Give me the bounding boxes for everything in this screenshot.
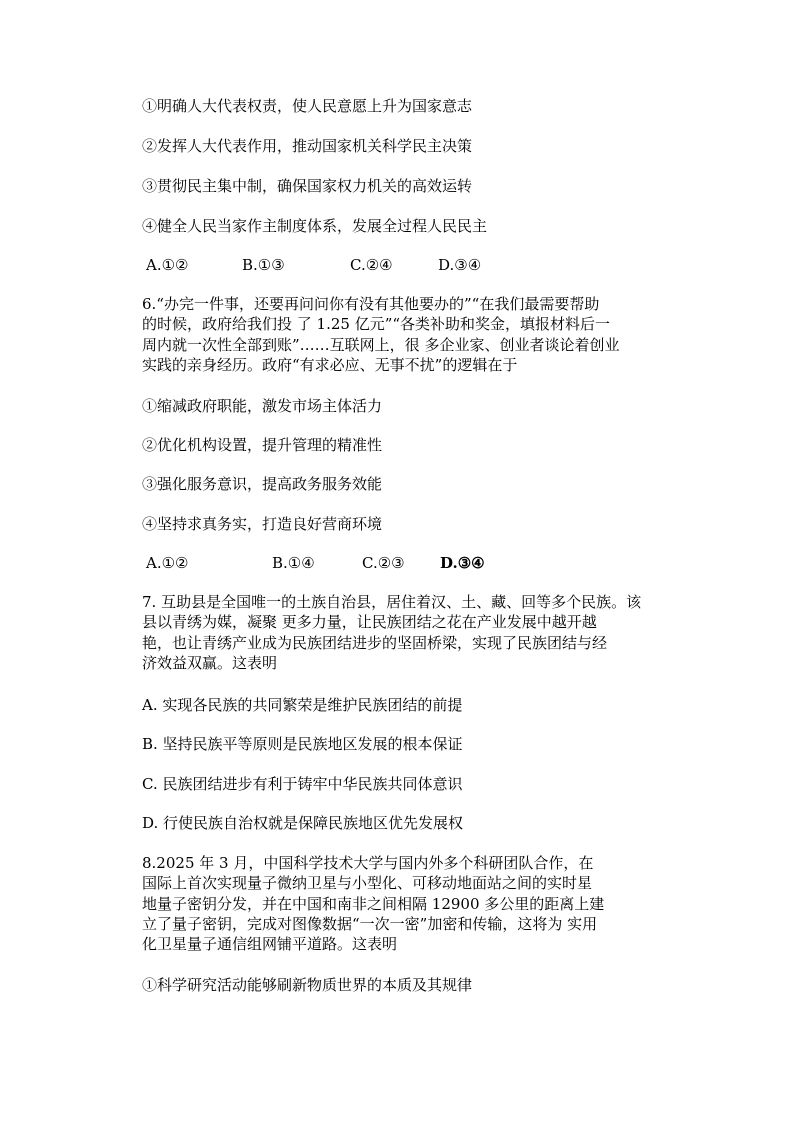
q5-item-1: ①明确人大代表权责，使人民意愿上升为国家意志 bbox=[142, 97, 473, 115]
q7-stem-line-4: 济效益双赢。这表明 bbox=[142, 654, 278, 672]
q6-option-b: B.①④ bbox=[272, 554, 315, 572]
q8-item-1: ①科学研究活动能够刷新物质世界的本质及其规律 bbox=[142, 976, 473, 994]
q6-item-1: ①缩减政府职能，激发市场主体活力 bbox=[142, 397, 383, 415]
q6-item-2: ②优化机构设置，提升管理的精准性 bbox=[142, 436, 383, 454]
q7-option-b: B. 坚持民族平等原则是民族地区发展的根本保证 bbox=[142, 735, 463, 753]
q6-option-a: A.①② bbox=[146, 554, 189, 572]
q7-option-d: D. 行使民族自治权就是保障民族地区优先发展权 bbox=[142, 814, 464, 832]
q5-options bbox=[146, 255, 481, 275]
q5-option-a: A.①② bbox=[146, 256, 189, 274]
q7-option-a: A. 实现各民族的共同繁荣是维护民族团结的前提 bbox=[142, 696, 463, 714]
q5-item-3: ③贯彻民主集中制，确保国家权力机关的高效运转 bbox=[142, 177, 473, 195]
q6-stem-line-4: 实践的亲身经历。政府“有求必应、无事不扰”的逻辑在于 bbox=[142, 356, 518, 374]
q5-item-4: ④健全人民当家作主制度体系，发展全过程人民民主 bbox=[142, 217, 488, 235]
q8-stem-line-1: 8.2025 年 3 月，中国科学技术大学与国内外多个科研团队合作，在 bbox=[142, 854, 594, 872]
q7-stem-line-3: 艳，也让青绣产业成为民族团结进步的坚固桥梁，实现了民族团结与经 bbox=[142, 634, 608, 652]
q7-option-c: C. 民族团结进步有利于铸牢中华民族共同体意识 bbox=[142, 775, 463, 793]
q6-item-4: ④坚持求真务实，打造良好营商环境 bbox=[142, 515, 383, 533]
q6-item-3: ③强化服务意识，提高政务服务效能 bbox=[142, 475, 383, 493]
q7-stem-line-2: 县以青绣为媒，凝聚 更多力量，让民族团结之花在产业发展中越开越 bbox=[142, 613, 597, 631]
q8-stem-line-3: 地量子密钥分发，并在中国和南非之间相隔 12900 多公里的距离上建 bbox=[142, 895, 605, 913]
q6-options bbox=[146, 553, 485, 573]
q6-stem-line-1: 6.“办完一件事，还要再问问你有没有其他要办的”“在我们最需要帮助 bbox=[142, 295, 600, 313]
q5-item-2: ②发挥人大代表作用，推动国家机关科学民主决策 bbox=[142, 137, 473, 155]
q5-option-c: C.②④ bbox=[350, 256, 393, 274]
q7-stem-line-1: 7. 互助县是全国唯一的土族自治县，居住着汉、土、藏、回等多个民族。该 bbox=[142, 593, 642, 611]
q6-stem-line-2: 的时候，政府给我们投 了 1.25 亿元”“各类补助和奖金，填报材料后一 bbox=[142, 315, 611, 333]
q6-option-d: D.③④ bbox=[440, 554, 485, 572]
q6-option-c: C.②③ bbox=[362, 554, 405, 572]
q5-option-d: D.③④ bbox=[438, 256, 482, 274]
q8-stem-line-5: 化卫星量子通信组网铺平道路。这表明 bbox=[142, 935, 398, 953]
q8-stem-line-2: 国际上首次实现量子微纳卫星与小型化、可移动地面站之间的实时星 bbox=[142, 874, 593, 892]
q8-stem-line-4: 立了量子密钥，完成对图像数据“一次一密”加密和传输，这将为 实用 bbox=[142, 915, 598, 933]
q6-stem-line-3: 周内就一次性全部到账”……互联网上，很 多企业家、创业者谈论着创业 bbox=[142, 336, 620, 354]
q5-option-b: B.①③ bbox=[242, 256, 285, 274]
